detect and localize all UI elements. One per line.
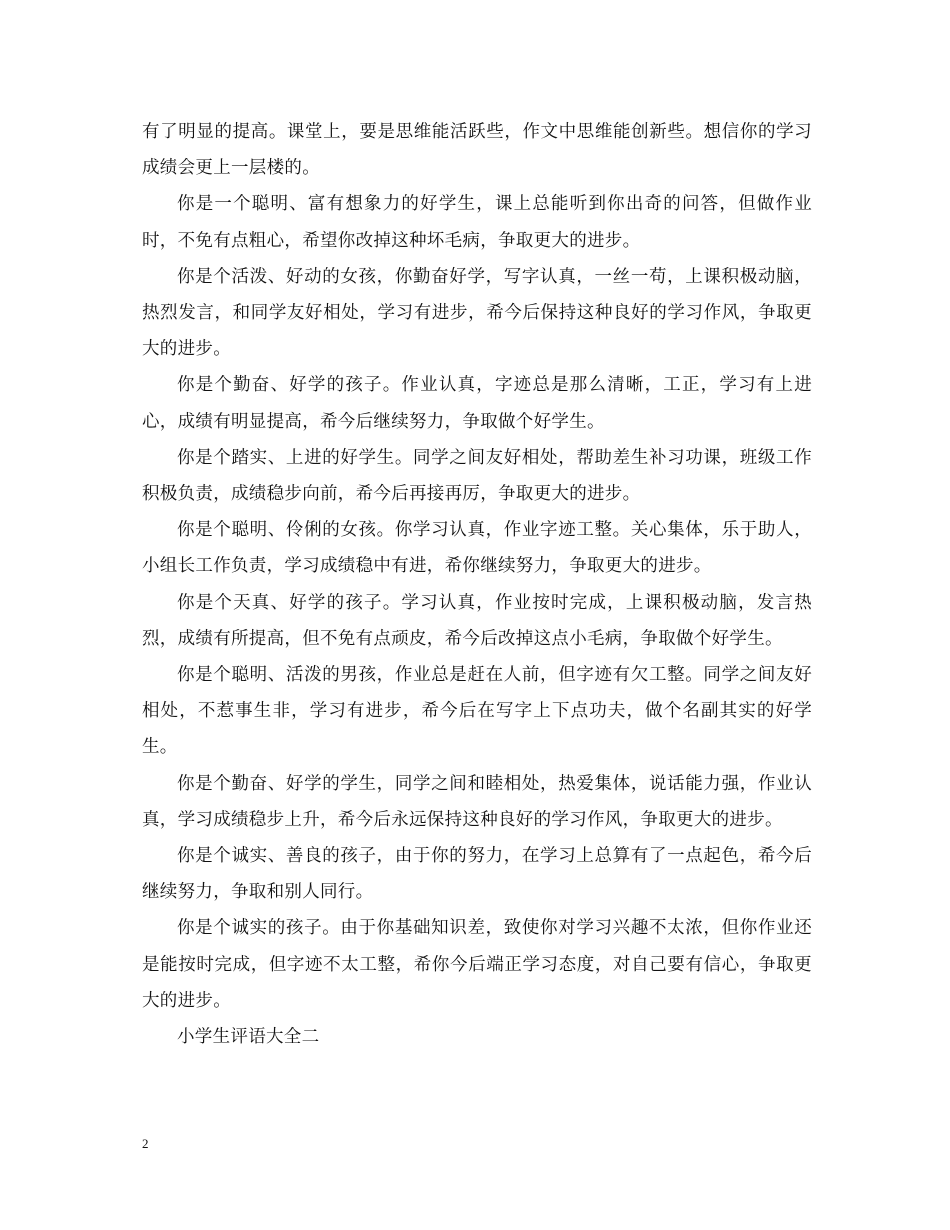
section-heading: 小学生评语大全二 [177, 1027, 320, 1048]
paragraph: 你是个聪明、伶俐的女孩。你学习认真，作业字迹工整。关心集体，乐于助人，小组长工作负责，学习成绩稳中有进，希你继续努力，争取更大的进步。 [142, 520, 812, 577]
paragraph: 你是个踏实、上进的好学生。同学之间友好相处，帮助差生补习功课，班级工作积极负责，成绩稳步向前，希今后再接再厉，争取更大的进步。 [142, 447, 812, 505]
page-number: 2 [142, 1136, 149, 1151]
paragraph: 你是个聪明、活泼的男孩，作业总是赶在人前，但字迹有欠工整。同学之间友好相处，不惹事生非，学习有进步，希今后在写字上下点功夫，做个名副其实的好学生。 [142, 665, 812, 758]
paragraph: 你是个诚实、善良的孩子，由于你的努力，在学习上总算有了一点起色，希今后继续努力，争取和别人同行。 [142, 846, 812, 903]
paragraph: 你是个勤奋、好学的孩子。作业认真，字迹总是那么清晰，工正，学习有上进心，成绩有明显提高，希今后继续努力，争取做个好学生。 [142, 375, 812, 432]
body-text [142, 114, 812, 1055]
paragraph: 你是个天真、好学的孩子。学习认真，作业按时完成，上课积极动脑，发言热烈，成绩有所提高，但不免有点顽皮，希今后改掉这点小毛病，争取做个好学生。 [142, 592, 812, 649]
paragraph: 你是个勤奋、好学的学生，同学之间和睦相处，热爱集体，说话能力强，作业认真，学习成绩稳步上升，希今后永远保持这种良好的学习作风，争取更大的进步。 [142, 773, 812, 830]
paragraph: 你是一个聪明、富有想象力的好学生，课上总能听到你出奇的问答，但做作业时，不免有点粗心，希望你改掉这种坏毛病，争取更大的进步。 [142, 194, 812, 251]
paragraph: 你是个活泼、好动的女孩，你勤奋好学，写字认真，一丝一苟，上课积极动脑，热烈发言，和同学友好相处，学习有进步，希今后保持这种良好的学习作风，争取更大的进步。 [142, 266, 812, 360]
paragraph-continuation: 有了明显的提高。课堂上，要是思维能活跃些，作文中思维能创新些。想信你的学习成绩会更上一层楼的。 [142, 122, 812, 179]
paragraph: 你是个诚实的孩子。由于你基础知识差，致使你对学习兴趣不太浓，但你作业还是能按时完成，但字迹不太工整，希你今后端正学习态度，对自己要有信心，争取更大的进步。 [142, 918, 812, 1011]
